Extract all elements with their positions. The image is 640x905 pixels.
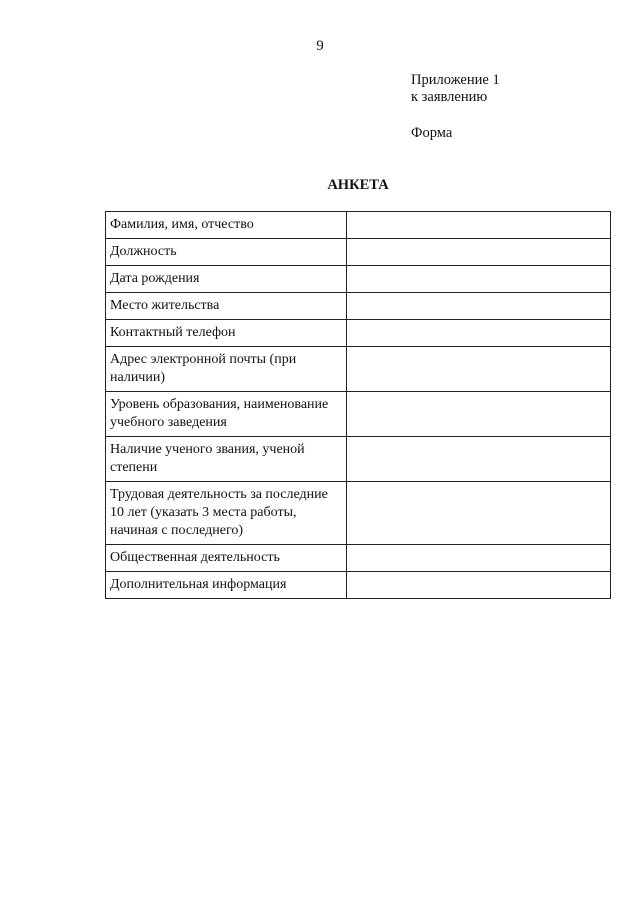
row-value-education[interactable]	[347, 392, 611, 437]
row-value-full-name[interactable]	[347, 212, 611, 239]
table-row	[106, 266, 611, 293]
row-value-birth-date[interactable]	[347, 266, 611, 293]
table-row	[106, 239, 611, 266]
appendix-line-2: к заявлению	[411, 89, 488, 105]
document-title: АНКЕТА	[327, 177, 389, 193]
row-value-additional-info[interactable]	[347, 572, 611, 599]
table-row	[106, 545, 611, 572]
row-label-email: Адрес электронной почты (при наличии)	[106, 347, 347, 392]
table-row	[106, 392, 611, 437]
row-value-public-activity[interactable]	[347, 545, 611, 572]
row-value-residence[interactable]	[347, 293, 611, 320]
table-row	[106, 482, 611, 545]
row-label-birth-date: Дата рождения	[106, 266, 347, 293]
row-value-work-history[interactable]	[347, 482, 611, 545]
questionnaire-table	[105, 211, 611, 599]
row-label-additional-info: Дополнительная информация	[106, 572, 347, 599]
row-label-position: Должность	[106, 239, 347, 266]
row-label-residence: Место жительства	[106, 293, 347, 320]
page-number: 9	[316, 38, 324, 54]
appendix-line-1: Приложение 1	[411, 72, 500, 88]
table-row	[106, 572, 611, 599]
table-row	[106, 212, 611, 239]
row-label-full-name: Фамилия, имя, отчество	[106, 212, 347, 239]
row-label-public-activity: Общественная деятельность	[106, 545, 347, 572]
row-label-work-history: Трудовая деятельность за последние 10 лет (указать 3 места работы, начиная с последнего)	[106, 482, 347, 545]
row-label-academic-degree: Наличие ученого звания, ученой степени	[106, 437, 347, 482]
row-value-phone[interactable]	[347, 320, 611, 347]
row-value-email[interactable]	[347, 347, 611, 392]
table-row	[106, 320, 611, 347]
table-row	[106, 347, 611, 392]
row-value-academic-degree[interactable]	[347, 437, 611, 482]
table-row	[106, 293, 611, 320]
form-label: Форма	[411, 125, 453, 141]
row-label-phone: Контактный телефон	[106, 320, 347, 347]
table-row	[106, 437, 611, 482]
row-label-education: Уровень образования, наименование учебного заведения	[106, 392, 347, 437]
row-value-position[interactable]	[347, 239, 611, 266]
appendix-note	[411, 72, 500, 106]
